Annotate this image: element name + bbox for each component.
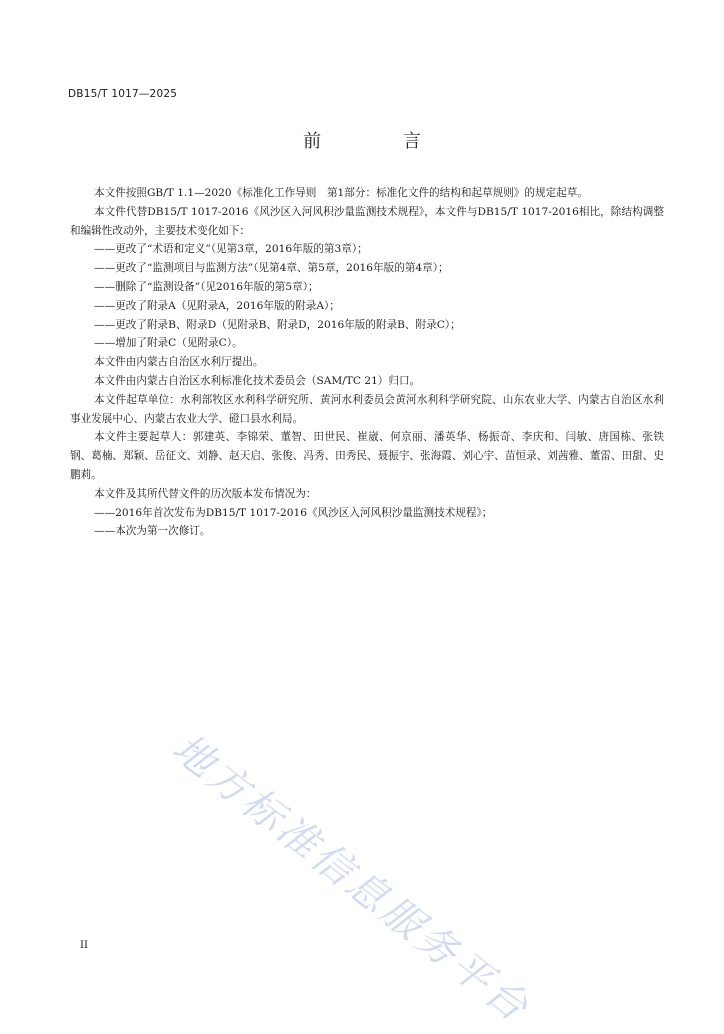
history-list-item: ——本次为第一次修订。 [94,525,211,538]
document-code: DB15/T 1017—2025 [68,88,178,100]
paragraph: 本文件起草单位：水利部牧区水利科学研究所、黄河水利委员会黄河水利科学研究院、山东农业大学、内蒙古自治区水利事业发展中心、内蒙古农业大学、磴口县水利局。 [70,393,664,425]
change-list-item: ——更改了附录B、附录D（见附录B、附录D，2016年版的附录B、附录C）； [94,318,461,331]
watermark: 地方标准信息服务平台 [163,725,539,1033]
paragraph: 本文件由内蒙古自治区水利标准化技术委员会（SAM/TC 21）归口。 [94,374,421,387]
change-list-item: ——更改了“监测项目与监测方法”（见第4章、第5章，2016年版的第4章）； [94,262,449,275]
paragraph: 本文件按照GB/T 1.1—2020《标准化工作导则 第1部分：标准化文件的结构和起草规则》的规定起草。 [94,187,588,199]
page-number: II [80,940,88,951]
change-list-item: ——增加了附录C（见附录C）。 [94,337,243,350]
history-list-item: ——2016年首次发布为DB15/T 1017-2016《风沙区入河风积沙量监测技术规程》； [94,506,493,519]
foreword-body [70,184,664,541]
change-list-item: ——删除了“监测设备”（见2016年版的第5章）； [94,280,319,293]
paragraph: 本文件由内蒙古自治区水利厅提出。 [94,356,264,369]
change-list-item: ——更改了“术语和定义”（见第3章，2016年版的第3章）； [94,243,368,256]
page-title: 前 言 [303,131,459,152]
paragraph: 本文件及其所代替文件的历次版本发布情况为： [94,487,317,500]
paragraph: 本文件代替DB15/T 1017-2016《风沙区入河风积沙量监测技术规程》，本文件与DB15/T 1017-2016相比，除结构调整和编辑性改动外，主要技术变化如下： [70,205,664,237]
paragraph: 本文件主要起草人：郭建英、李锦荣、董智、田世民、崔崴、何京丽、潘英华、杨振奇、李庆和、闫敏、唐国栋、张铁钢、葛楠、郑颖、岳征文、刘静、赵天启、张俊、冯秀、田秀民、聂振宇、张海霞、刘心宇、苗恒录、刘茜雅、董雷、田甜、史鹏莉。 [70,431,664,481]
change-list-item: ——更改了附录A（见附录A，2016年版的附录A）； [94,299,340,312]
